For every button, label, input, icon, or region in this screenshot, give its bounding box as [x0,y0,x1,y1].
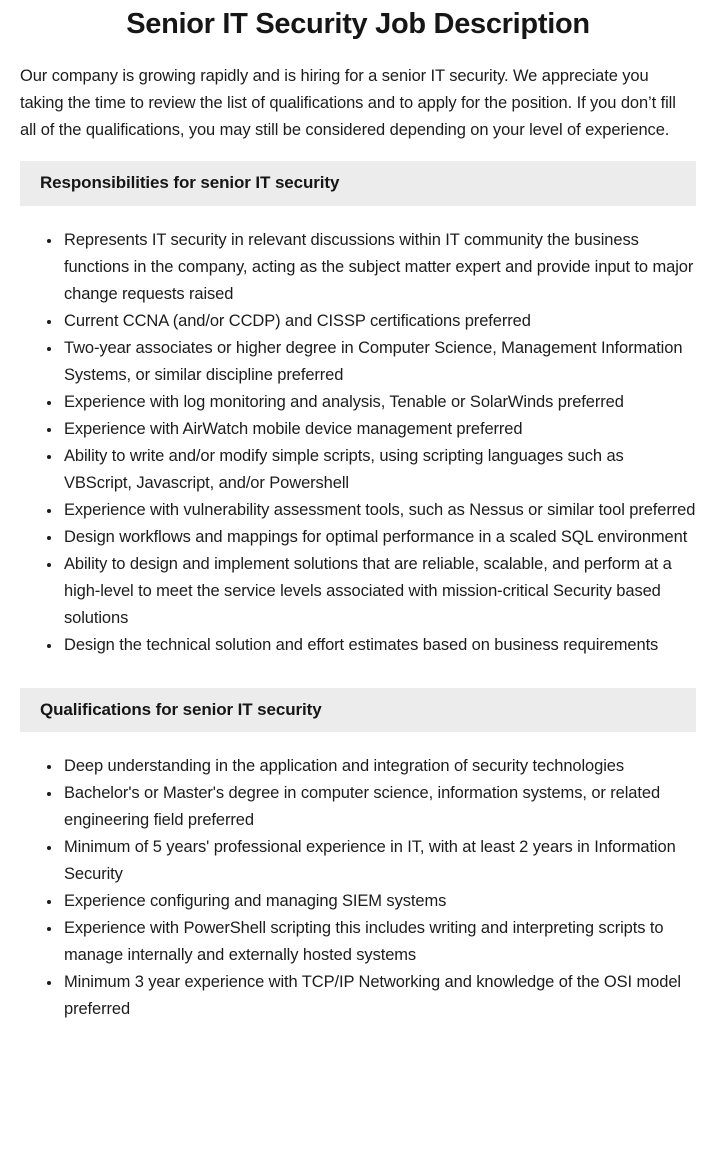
list-item: • Experience with log monitoring and analysis, Tenable or SolarWinds preferred [62,389,696,416]
responsibilities-list [20,227,696,659]
qualifications-list [20,753,696,1023]
list-item: • Deep understanding in the application and integration of security technologies [62,753,696,780]
list-item: • Current CCNA (and/or CCDP) and CISSP certifications preferred [62,308,696,335]
list-item: • Bachelor's or Master's degree in computer science, information systems, or related engineering field preferred [62,780,696,834]
list-item: • Minimum 3 year experience with TCP/IP Networking and knowledge of the OSI model preferred [62,969,696,1023]
list-item: • Experience with PowerShell scripting this includes writing and interpreting scripts to manage internally and externally hosted systems [62,915,696,969]
list-item: • Design the technical solution and effort estimates based on business requirements [62,632,696,659]
intro-paragraph: Our company is growing rapidly and is hiring for a senior IT security. We appreciate you taking the time to review the list of qualifications and to apply for the position. If you don’t fill all of the qualifications, you may still be considered depending on your level of experience. [20,67,676,140]
list-item: • Ability to write and/or modify simple scripts, using scripting languages such as VBScript, Javascript, and/or Powershell [62,443,696,497]
page-title: Senior IT Security Job Description [126,8,590,40]
list-item: • Two-year associates or higher degree in Computer Science, Management Information Systems, or similar discipline preferred [62,335,696,389]
list-item: • Design workflows and mappings for optimal performance in a scaled SQL environment [62,524,696,551]
list-item: • Minimum of 5 years' professional experience in IT, with at least 2 years in Information Security [62,834,696,888]
job-description-page [0,8,720,1082]
list-item: • Ability to design and implement solutions that are reliable, scalable, and perform at a high-level to meet the service levels associated with mission-critical Security based solutions [62,551,696,632]
list-item: • Experience configuring and managing SIEM systems [62,888,696,915]
section-header-responsibilities: Responsibilities for senior IT security [20,161,696,205]
list-item: • Experience with AirWatch mobile device management preferred [62,416,696,443]
list-item: • Represents IT security in relevant discussions within IT community the business functions in the company, acting as the subject matter expert and provide input to major change requests raised [62,227,696,308]
section-header-qualifications: Qualifications for senior IT security [20,688,696,732]
list-item: • Experience with vulnerability assessment tools, such as Nessus or similar tool preferred [62,497,696,524]
